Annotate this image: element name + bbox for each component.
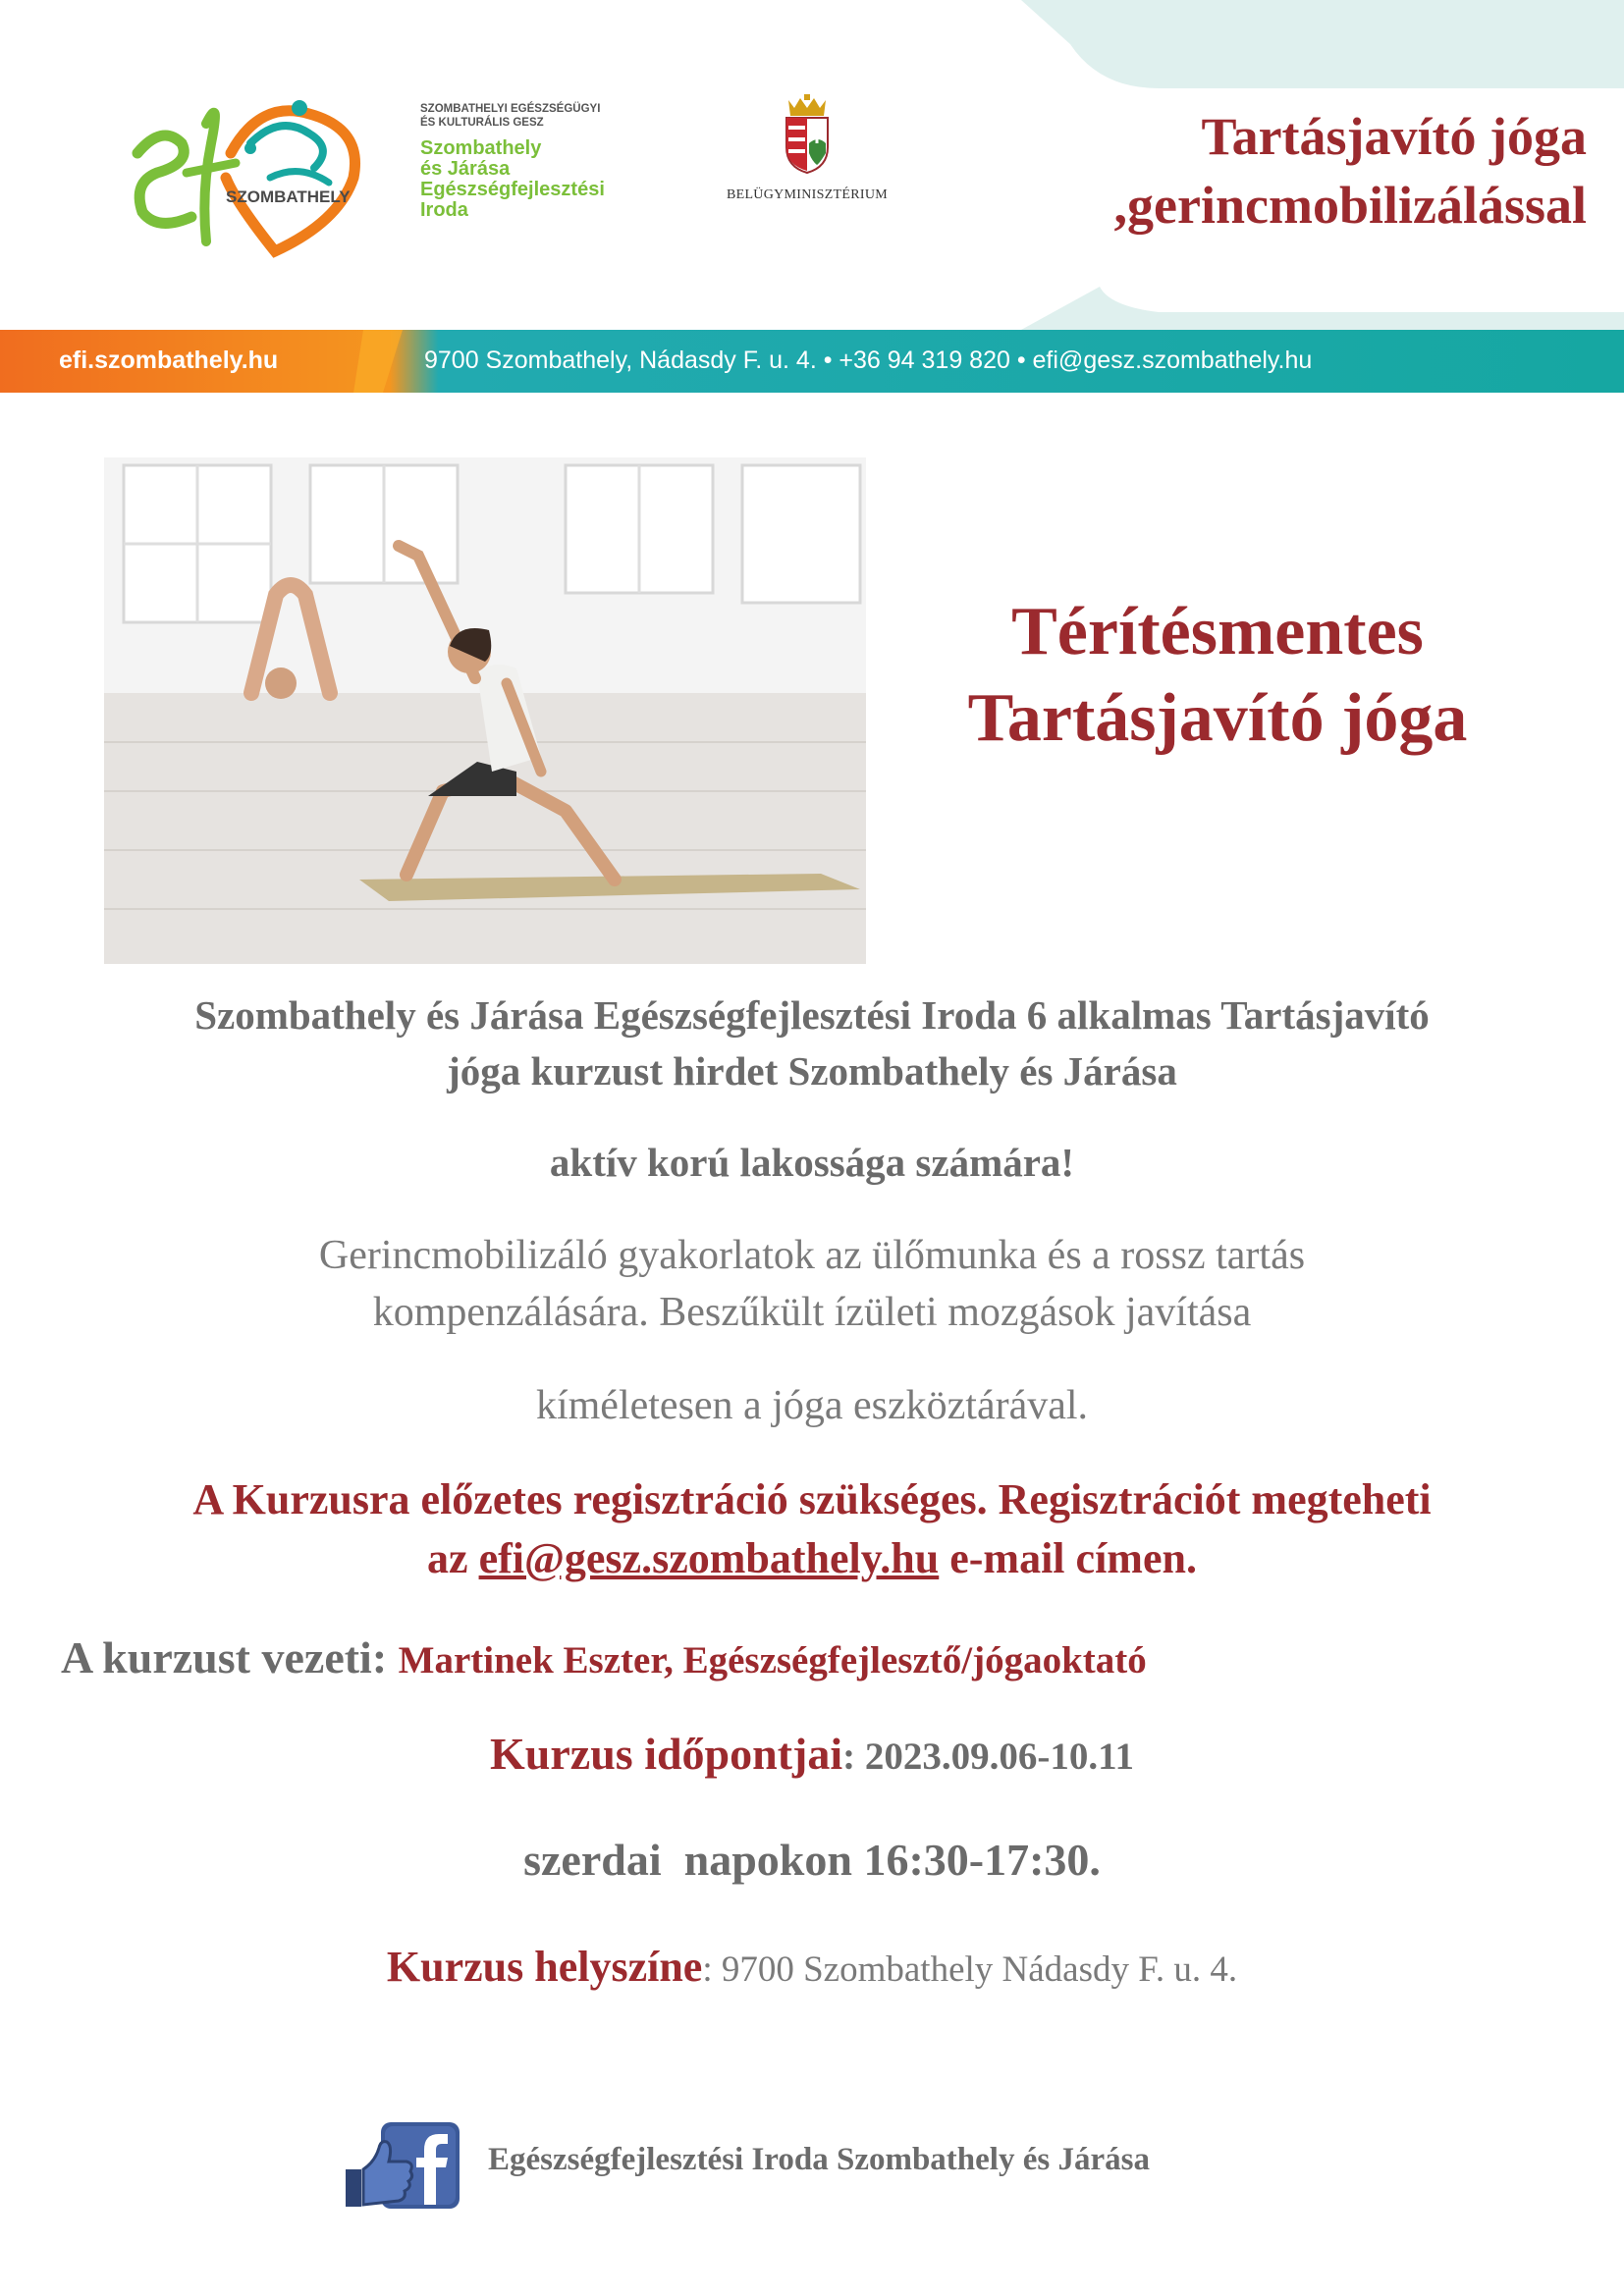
location-value: : 9700 Szombathely Nádasdy F. u. 4. [702,1949,1238,1990]
header-title-line: ,gerincmobilizálással [1113,176,1587,235]
registration-prefix: az [427,1534,479,1582]
facebook-like-icon[interactable] [346,2118,463,2213]
facebook-page-label[interactable]: Egészségfejlesztési Iroda Szombathely és Járása [488,2142,1150,2177]
leader-value: Martinek Eszter, Egészségfejlesztő/jógaoktató [398,1639,1147,1682]
registration-suffix: e-mail címen. [939,1534,1197,1582]
yoga-photo [104,457,866,964]
dates-label: Kurzus időpontjai [490,1729,843,1779]
logo-green-line: Szombathely [420,137,542,159]
header-title [1037,102,1587,240]
logo-green-text [420,138,605,221]
course-location [39,1938,1585,2000]
description-ending: kíméletesen a jóga eszköztárával. [535,1383,1089,1428]
dates-value: : 2023.09.06-10.11 [842,1735,1134,1778]
logo-green-line: Egészségfejlesztési [420,179,605,200]
coat-of-arms-icon [781,94,834,175]
intro-audience: aktív korú lakossága számára! [549,1140,1075,1185]
course-leader [61,1629,1147,1690]
intro-line: jóga kurzust hirdet Szombathely és Járása [447,1048,1177,1094]
header-title-line: Tartásjavító jóga [1201,107,1587,166]
headline [889,589,1546,762]
registration-notice [39,1470,1585,1588]
logo-small-text [420,102,600,130]
ministry-label: BELÜGYMINISZTÉRIUM [726,187,889,202]
logo-small-line: SZOMBATHELYI EGÉSZSÉGÜGYI [420,103,601,115]
leader-label: A kurzust vezeti: [61,1632,399,1682]
description-paragraph [39,1227,1585,1341]
logo-green-line: és Járása [420,158,511,180]
intro-paragraph [39,988,1585,1099]
description-line: kompenzálására. Beszűkült ízületi mozgások javítása [372,1290,1252,1335]
logo-small-line: ÉS KULTURÁLIS GESZ [420,117,544,129]
contact-info: 9700 Szombathely, Nádasdy F. u. 4. • +36 94 319 820 • efi@gesz.szombathely.hu [424,347,1313,374]
location-label: Kurzus helyszíne [386,1943,703,1991]
logo-badge-text: SZOMBATHELY [226,187,351,206]
course-days: szerdai napokon 16:30-17:30. [523,1835,1101,1885]
description-line: Gerincmobilizáló gyakorlatok az ülőmunka és a rossz tartás [318,1233,1306,1278]
website-link[interactable]: efi.szombathely.hu [59,347,279,374]
course-dates [39,1725,1585,1787]
efi-logo [113,84,407,261]
registration-email-link[interactable]: efi@gesz.szombathely.hu [478,1534,940,1582]
headline-line: Tartásjavító jóga [967,680,1468,756]
registration-email-line [39,1529,1585,1588]
headline-line: Térítésmentes [1011,594,1424,669]
intro-line: Szombathely és Járása Egészségfejlesztési Iroda 6 alkalmas Tartásjavító [194,992,1430,1038]
logo-green-line: Iroda [420,199,468,221]
registration-line: A Kurzusra előzetes regisztráció szükséges. Regisztrációt megteheti [192,1475,1432,1523]
